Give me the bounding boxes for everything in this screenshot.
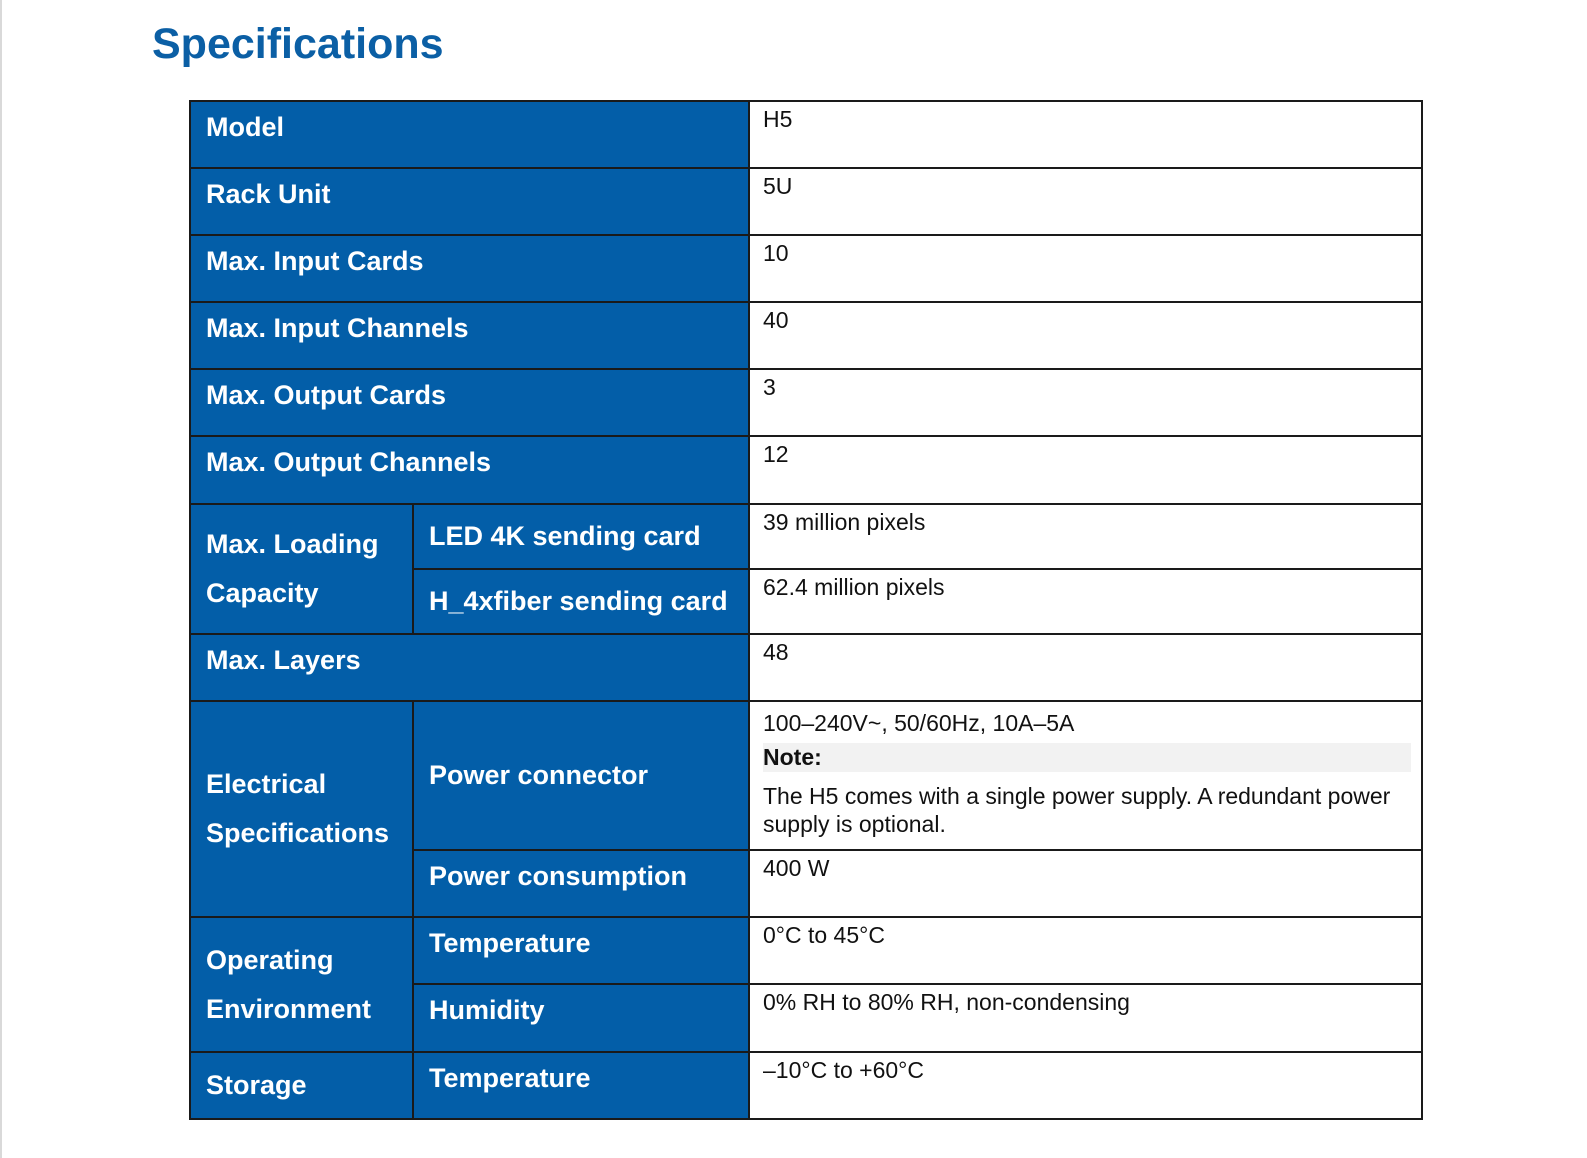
- row-label-max-output-cards: Max. Output Cards: [190, 369, 749, 436]
- table-row-model: [190, 101, 1422, 168]
- note-text: The H5 comes with a single power supply. A redundant power supply is optional.: [763, 783, 1391, 837]
- row-sublabel-power-connector: Power connector: [413, 701, 749, 850]
- row-label-storage: Storage: [190, 1052, 413, 1119]
- row-value-max-input-channels: 40: [749, 302, 1422, 369]
- table-row-max-input-channels: [190, 302, 1422, 369]
- row-label-max-loading-capacity: Max. Loading Capacity: [190, 504, 413, 634]
- row-value-max-output-cards: 3: [749, 369, 1422, 436]
- page-title: Specifications: [152, 20, 444, 68]
- row-value-max-input-cards: 10: [749, 235, 1422, 302]
- row-sublabel-storage-temperature: Temperature: [413, 1052, 749, 1119]
- page-left-edge: [0, 0, 2, 1158]
- table-row-power-connector: [190, 701, 1422, 850]
- row-value-power-consumption: 400 W: [749, 850, 1422, 917]
- row-label-rack-unit: Rack Unit: [190, 168, 749, 235]
- power-connector-rating: 100–240V~, 50/60Hz, 10A–5A: [763, 710, 1075, 736]
- note-label: Note:: [763, 743, 1411, 772]
- row-value-h-4xfiber-sending-card: 62.4 million pixels: [749, 569, 1422, 634]
- row-label-max-output-channels: Max. Output Channels: [190, 436, 749, 504]
- table-row-max-output-cards: [190, 369, 1422, 436]
- row-sublabel-humidity: Humidity: [413, 984, 749, 1052]
- row-label-electrical-specifications: Electrical Specifications: [190, 701, 413, 917]
- row-value-model: H5: [749, 101, 1422, 168]
- table-row-operating-temperature: [190, 917, 1422, 984]
- table-row-max-loading-led4k: [190, 504, 1422, 569]
- row-label-model: Model: [190, 101, 749, 168]
- table-row-max-input-cards: [190, 235, 1422, 302]
- table-row-storage-temperature: [190, 1052, 1422, 1119]
- row-sublabel-power-consumption: Power consumption: [413, 850, 749, 917]
- specifications-table: [189, 100, 1423, 1120]
- row-value-humidity: 0% RH to 80% RH, non-condensing: [749, 984, 1422, 1052]
- row-label-max-layers: Max. Layers: [190, 634, 749, 701]
- table-row-max-layers: [190, 634, 1422, 701]
- row-value-max-layers: 48: [749, 634, 1422, 701]
- table-row-max-output-channels: [190, 436, 1422, 504]
- row-value-storage-temperature: –10°C to +60°C: [749, 1052, 1422, 1119]
- row-label-max-input-channels: Max. Input Channels: [190, 302, 749, 369]
- row-value-led-4k-sending-card: 39 million pixels: [749, 504, 1422, 569]
- row-sublabel-led-4k-sending-card: LED 4K sending card: [413, 504, 749, 569]
- row-value-power-connector: [749, 701, 1422, 850]
- row-sublabel-operating-temperature: Temperature: [413, 917, 749, 984]
- row-label-max-input-cards: Max. Input Cards: [190, 235, 749, 302]
- row-value-max-output-channels: 12: [749, 436, 1422, 504]
- row-value-rack-unit: 5U: [749, 168, 1422, 235]
- table-row-rack-unit: [190, 168, 1422, 235]
- row-value-operating-temperature: 0°C to 45°C: [749, 917, 1422, 984]
- row-sublabel-h-4xfiber-sending-card: H_4xfiber sending card: [413, 569, 749, 634]
- row-label-operating-environment: Operating Environment: [190, 917, 413, 1052]
